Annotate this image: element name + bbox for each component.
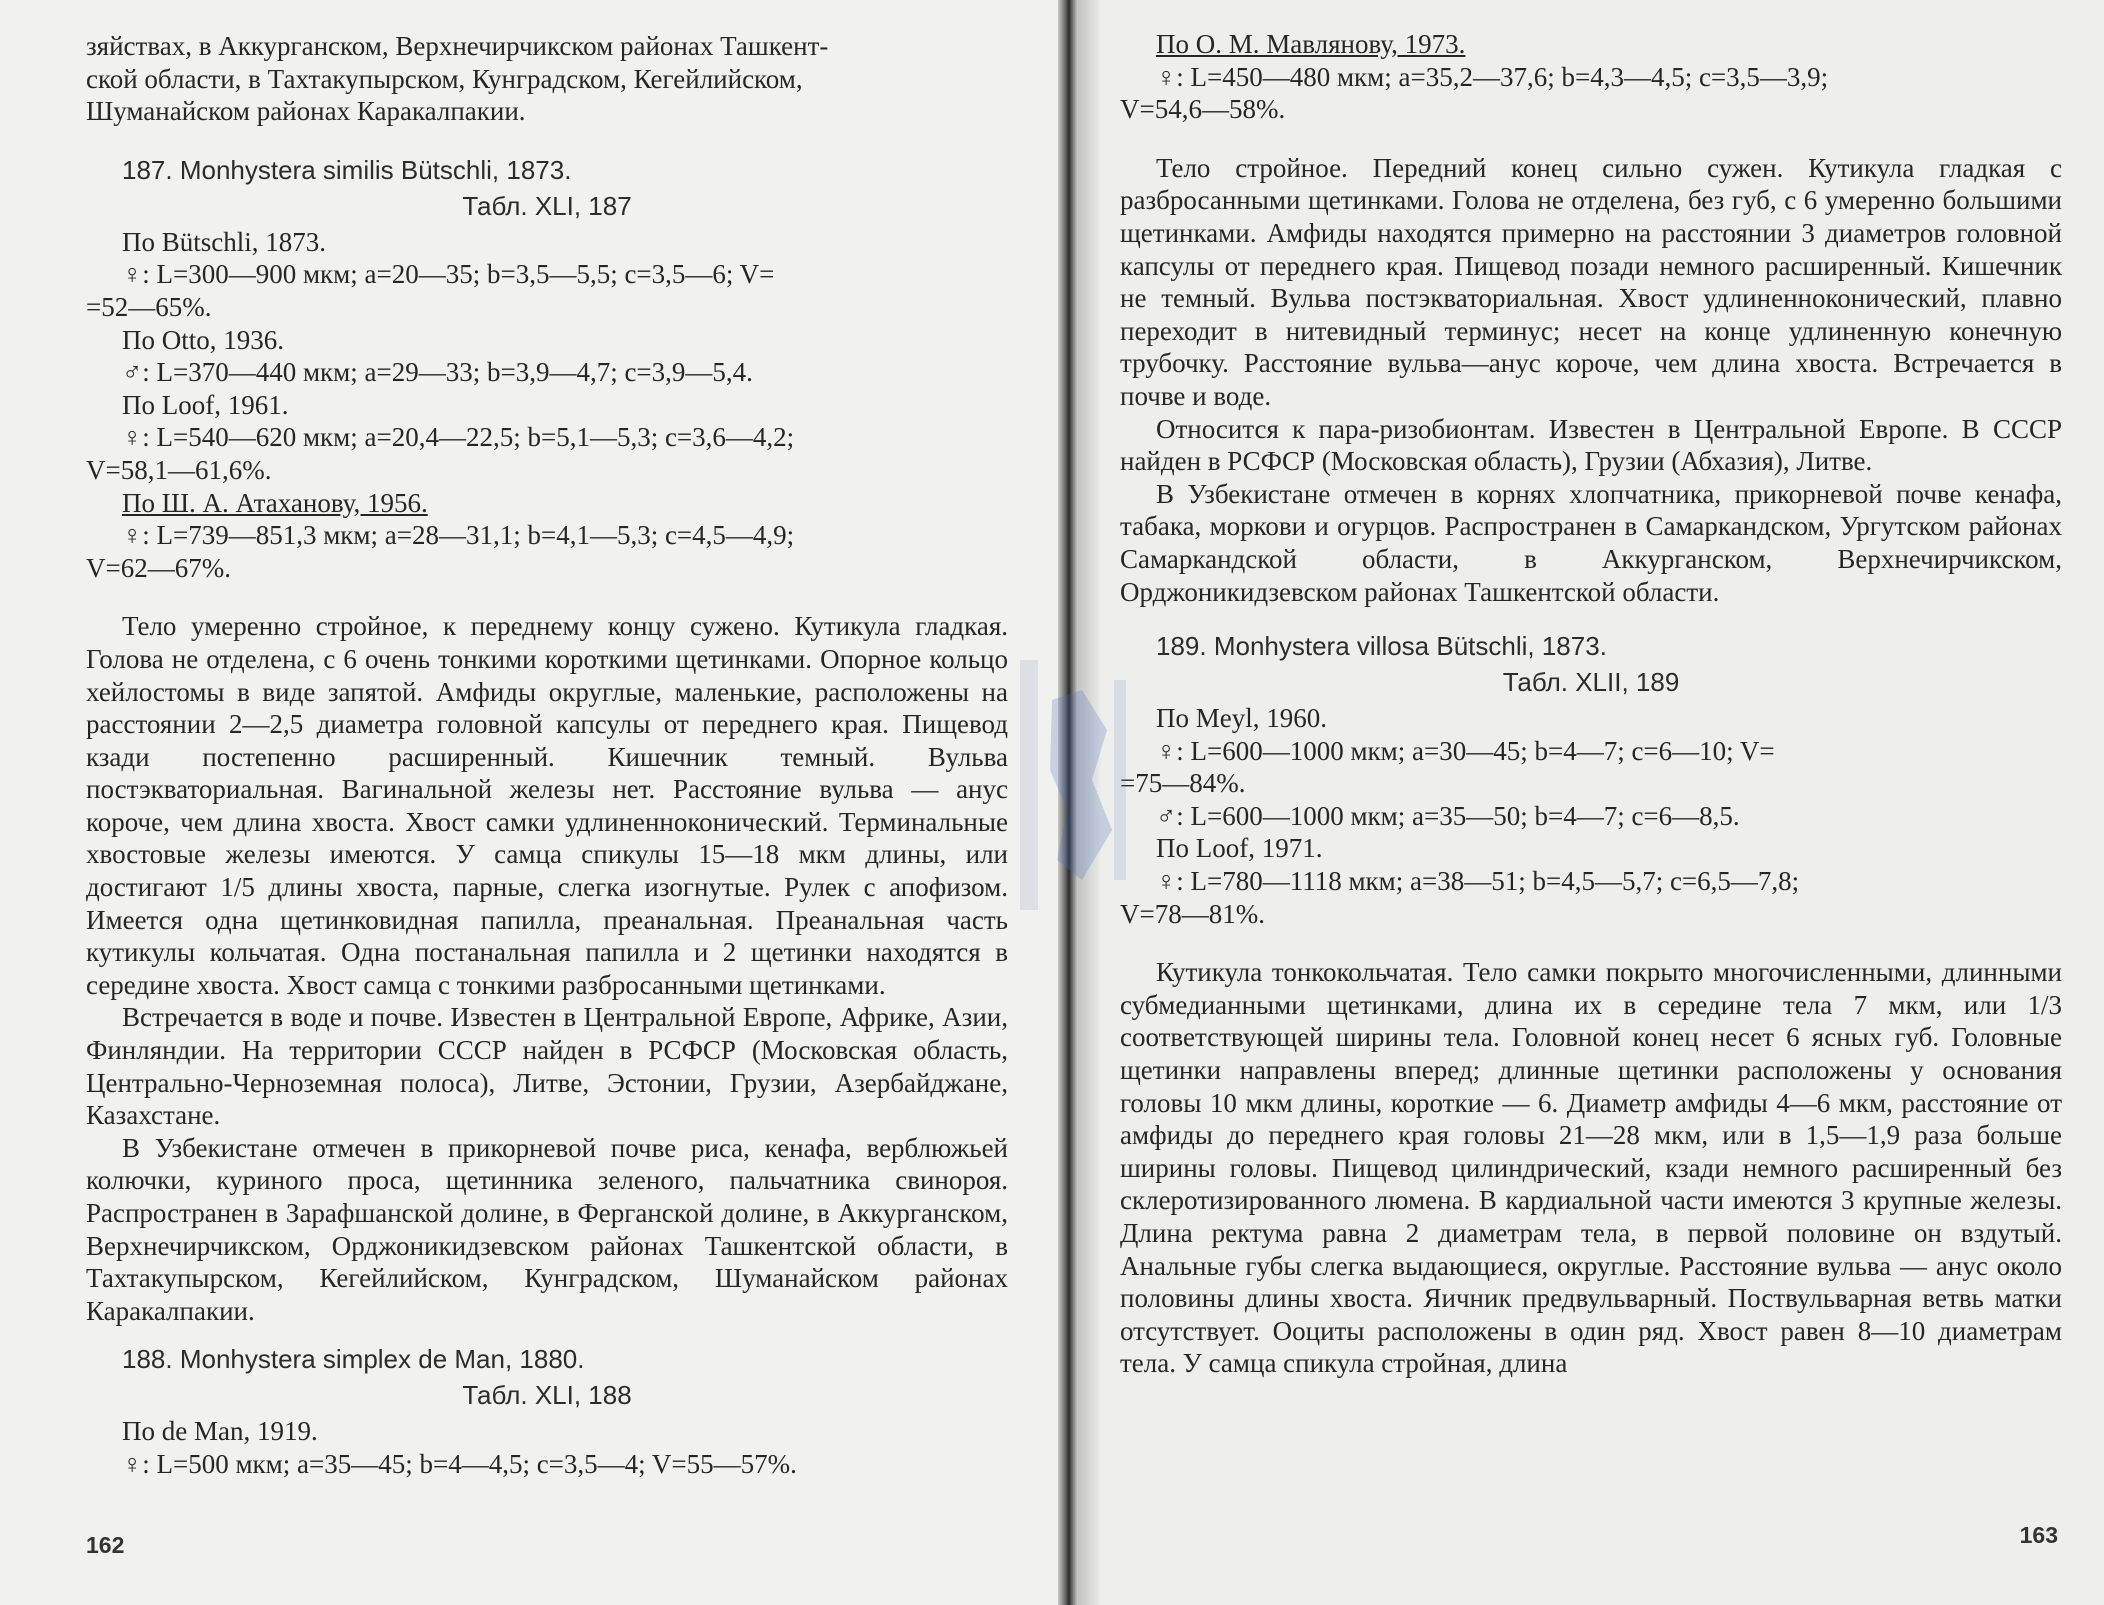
- right-page: [1078, 0, 2104, 1605]
- measure-line: ♀: L=540—620 мкм; a=20,4—22,5; b=5,1—5,3; c=3,6—4,2;: [122, 422, 795, 453]
- book-spine: [1058, 0, 1078, 1605]
- measure-line: =52—65%.: [86, 291, 212, 322]
- measure-line: ♀: L=300—900 мкм; a=20—35; b=3,5—5,5; c=3,5—6; V=: [122, 259, 775, 290]
- measure-source: По О. М. Мавлянову, 1973.: [1156, 29, 1466, 59]
- measure-source: По Loof, 1961.: [122, 389, 289, 420]
- page-number-left: 162: [86, 1532, 125, 1558]
- measure-line: ♀: L=739—851,3 мкм; a=28—31,1; b=4,1—5,3; c=4,5—4,9;: [122, 520, 795, 551]
- species-187-distribution: Встречается в воде и почве. Известен в Центральной Европе, Африке, Азии, Финляндии. На территории СССР найден в РСФСР (Московская область, Центрально-Черноземная полоса), Литве, Эстонии, Грузии, Азербайджане, Казахстане.: [86, 1002, 1008, 1131]
- species-189-title: 189. Monhystera villosa Bütschli, 1873.: [1156, 631, 1607, 662]
- page-number-right: 163: [2019, 1522, 2058, 1548]
- measure-line: ♀: L=450—480 мкм; a=35,2—37,6; b=4,3—4,5; c=3,5—3,9;: [1156, 61, 1829, 92]
- text-line: Шуманайском районах Каракалпакии.: [86, 96, 526, 127]
- species-187-title: 187. Monhystera similis Bütschli, 1873.: [122, 154, 572, 185]
- measure-line: V=62—67%.: [86, 552, 231, 583]
- species-189-description: Кутикула тонкокольчатая. Тело самки покрыто многочисленными, длинными субмедианными щетинками, длина их в середине тела 7 мкм, или 1/3 соответствующей ширины тела. Головной конец несет 6 ясных губ. Головные щетинки направлены вперед; длинные щетинки расположены у основания головы 10 мкм длины, короткие — 6. Диаметр амфиды 4—6 мкм, расстояние от амфиды до переднего края головы 21—28 мкм, или в 1,5—1,9 раза больше ширины головы. Пищевод цилиндрический, кзади немного расширенный без склеротизированного люмена. В кардиальной части имеются 3 крупные железы. Длина ректума равна 2 диаметрам тела, в первой половине он вздутый. Анальные губы слегка выдающиеся, округлые. Расстояние вульва — анус около половины длины хвоста. Яичник предвульварный. Поствульварная ветвь матки отсутствует. Ооциты расположены в один ряд. Хвост равен 8—10 диаметрам тела. У самца спикула стройная, длина: [1120, 957, 2062, 1379]
- measure-line: ♂: L=370—440 мкм; a=29—33; b=3,9—4,7; c=3,9—5,4.: [122, 357, 753, 388]
- measure-source: По Loof, 1971.: [1156, 833, 1323, 864]
- measure-source: По Ш. А. Атаханову, 1956.: [122, 487, 428, 518]
- measure-source: По Meyl, 1960.: [1156, 703, 1327, 734]
- text-line: ской области, в Тахтакупырском, Кунградском, Кегейлийском,: [86, 63, 803, 94]
- measure-source: По Otto, 1936.: [122, 324, 284, 355]
- measure-line: V=58,1—61,6%.: [86, 454, 272, 485]
- species-187-description: Тело умеренно стройное, к переднему концу сужено. Кутикула гладкая. Голова не отделена, с 6 очень тонкими короткими щетинками. Опорное кольцо хейлостомы в виде запятой. Амфиды округлые, маленькие, расположены на расстоянии 2—2,5 диаметра головной капсулы от переднего края. Пищевод кзади постепенно расширенный. Кишечник темный. Вульва постэкваториальная. Вагинальной железы нет. Расстояние вульва — анус короче, чем длина хвоста. Хвост самки удлиненноконический. Терминальные хвостовые железы имеются. У самца спикулы 15—18 мкм длины, или достигают 1/5 длины хвоста, парные, слегка изогнутые. Рулек с апофизом. Имеется одна щетинковидная папилла, преанальная. Преанальная часть кутикулы кольчатая. Одна постанальная папилла и 2 щетинки находятся в середине хвоста. Хвост самца с тонкими разбросанными щетинками.: [86, 611, 1008, 1000]
- species-188-uzbekistan: В Узбекистане отмечен в корнях хлопчатника, прикорневой почве кенафа, табака, моркови и огурцов. Распространен в Самаркандском, Ургутском районах Самаркандской области, в Аккурганском, Верхнечирчикском, Орджоникидзевском районах Ташкентской области.: [1120, 478, 2062, 607]
- species-188-title: 188. Monhystera simplex de Man, 1880.: [122, 1344, 585, 1375]
- species-188-distribution: Относится к пара-ризобионтам. Известен в Центральной Европе. В СССР найден в РСФСР (Московская область), Грузии (Абхазия), Литве.: [1120, 413, 2062, 477]
- measure-line: ♀: L=780—1118 мкм; a=38—51; b=4,5—5,7; c=6,5—7,8;: [1156, 866, 1800, 897]
- measure-line: ♀: L=600—1000 мкм; a=30—45; b=4—7; c=6—10; V=: [1156, 735, 1775, 766]
- species-187-table-ref: Табл. XLI, 187: [462, 190, 632, 221]
- species-187-uzbekistan: В Узбекистане отмечен в прикорневой почве риса, кенафа, верблюжьей колючки, куриного проса, щетинника зеленого, пальчатника свинороя. Распространен в Зарафшанской долине, в Ферганской долине, в Аккурганском, Верхнечирчикском, Орджоникидзевском районах Ташкентской области, в Тахтакупырском, Кегейлийском, Кунградском, Шуманайском районах Каракалпакии.: [86, 1132, 1008, 1326]
- species-188-table-ref: Табл. XLI, 188: [462, 1380, 632, 1411]
- measure-line: ♀: L=500 мкм; a=35—45; b=4—4,5; c=3,5—4; V=55—57%.: [122, 1448, 797, 1479]
- measure-source: По Bütschli, 1873.: [122, 226, 327, 257]
- measure-line: =75—84%.: [1120, 768, 1246, 799]
- measure-line: V=54,6—58%.: [1120, 94, 1286, 125]
- species-188-description: Тело стройное. Передний конец сильно сужен. Кутикула гладкая с разбросанными щетинками. Голова не отделена, без губ, с 6 умеренно большими щетинками. Амфиды находятся примерно на расстоянии 3 диаметров головной капсулы от переднего края. Пищевод позади немного расширенный. Кишечник не темный. Вульва постэкваториальная. Хвост удлиненноконический, плавно переходит в нитевидный терминус; несет на конце удлиненную конечную трубочку. Расстояние вульва—анус короче, чем длина хвоста. Встречается в почве и воде.: [1120, 152, 2062, 411]
- species-189-table-ref: Табл. XLII, 189: [1502, 667, 1680, 698]
- measure-source: По de Man, 1919.: [122, 1416, 318, 1447]
- measure-line: ♂: L=600—1000 мкм; a=35—50; b=4—7; c=6—8,5.: [1156, 800, 1740, 831]
- text-line: зяйствах, в Аккурганском, Верхнечирчикском районах Ташкент-: [86, 31, 829, 61]
- measure-line: V=78—81%.: [1120, 898, 1265, 929]
